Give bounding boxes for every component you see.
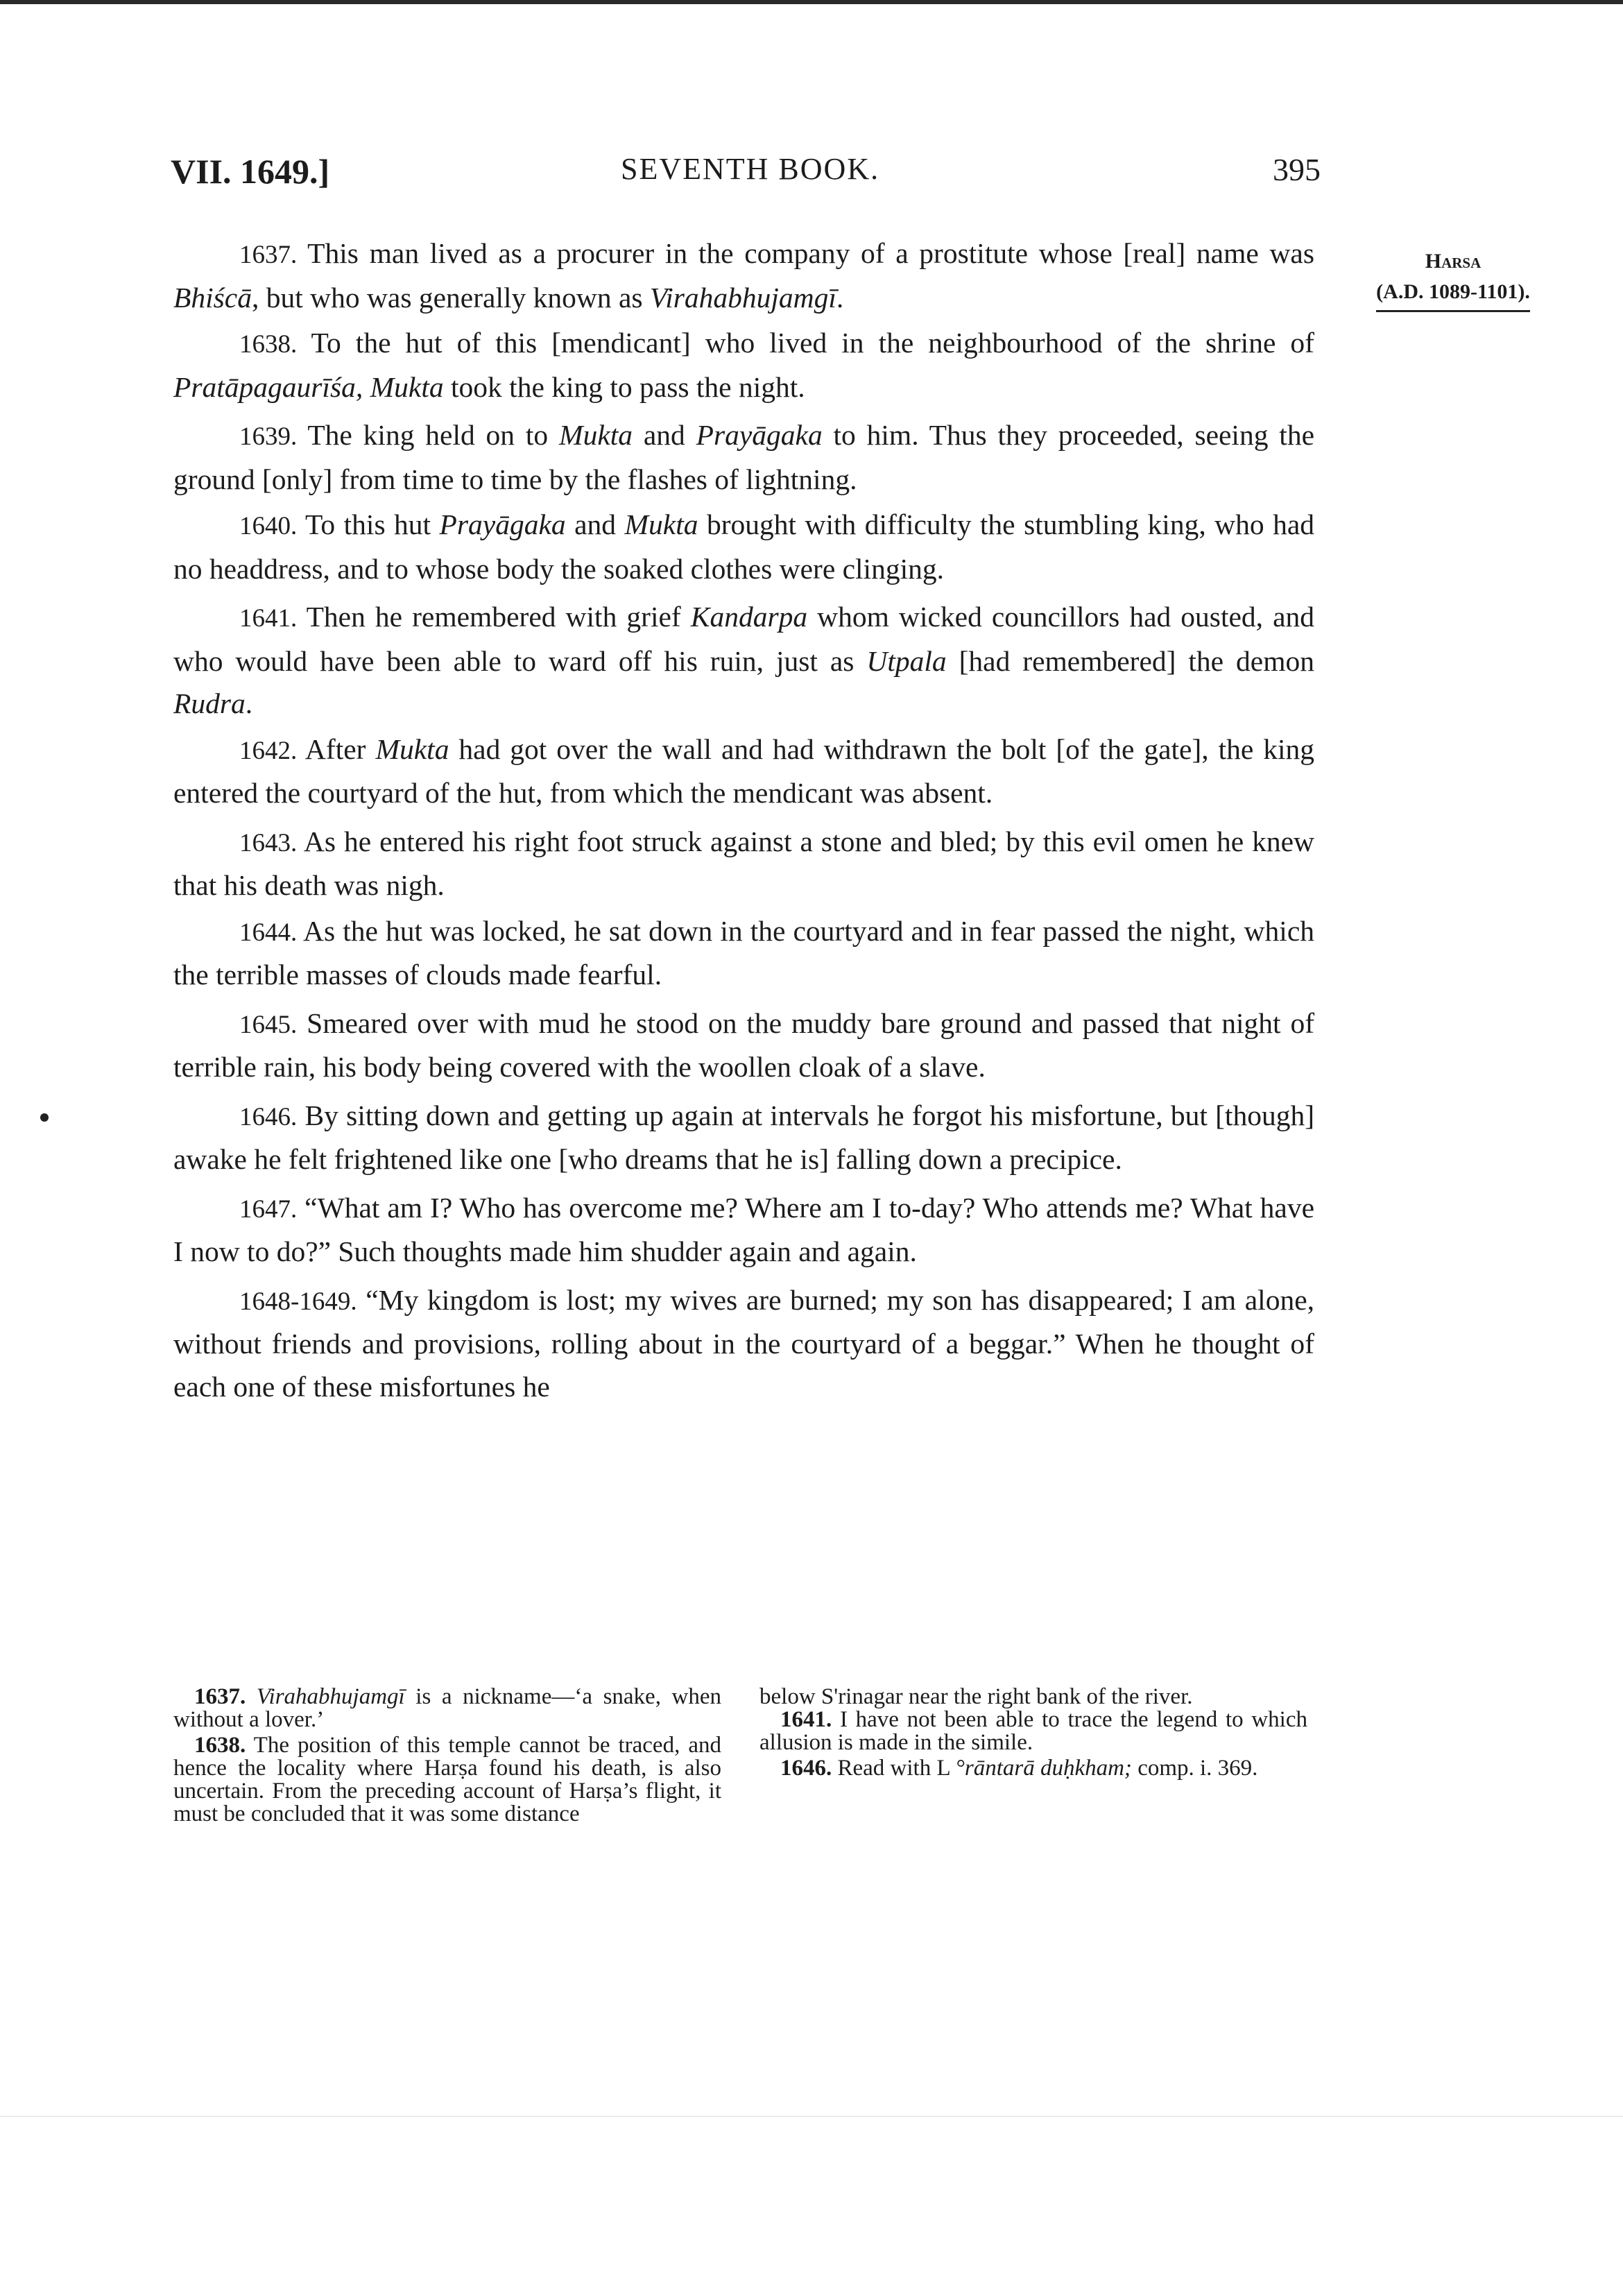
page-number: 395 <box>1273 152 1321 187</box>
verse-paragraph <box>173 1002 1314 1089</box>
verse-number: 1641. <box>239 604 298 633</box>
text-run: The king held on to <box>307 419 559 451</box>
verse-paragraph <box>173 504 1314 590</box>
italic-term: Rudra <box>173 687 246 719</box>
verse-number: 1642. <box>239 736 298 765</box>
footnote-number: 1641. <box>780 1707 832 1732</box>
footnote <box>759 1757 1307 1780</box>
running-head-left: VII. 1649.] <box>171 152 330 191</box>
italic-term: Virahabhujamgī <box>256 1684 405 1709</box>
text-run: . <box>245 687 253 719</box>
italic-term: Mukta <box>375 733 449 765</box>
footnote-continuation: below S'rinagar near the right bank of the river. <box>759 1684 1193 1709</box>
footnote <box>759 1708 1307 1754</box>
italic-term: °rāntarā duḥkham; <box>955 1756 1132 1781</box>
text-run: As he entered his right foot struck against a stone and bled; by this evil omen he knew that his death was nigh. <box>173 825 1314 901</box>
verse-number: 1639. <box>239 422 298 451</box>
top-border <box>0 0 1623 4</box>
verse-paragraph <box>173 1279 1314 1409</box>
text-run: comp. i. 369. <box>1131 1756 1258 1781</box>
verse-number: 1640. <box>239 512 298 540</box>
verse-paragraph <box>173 322 1314 409</box>
text-run: had got over the wall and had withdrawn the bolt [of the gate], the king entered the courtyard of the hut, from which the mendicant was absent. <box>173 733 1315 809</box>
ink-dot <box>40 1113 49 1122</box>
text-run: I have not been able to trace the legend to which allusion is made in the simile. <box>759 1707 1307 1755</box>
text-run: brought with difficulty the stumbling king, who had no headdress, and to whose body the soaked clothes were clinging. <box>173 508 1315 585</box>
text-run: Read with L <box>832 1756 956 1781</box>
italic-term: Utpala <box>866 644 947 677</box>
footnotes-left-column <box>173 1686 721 1826</box>
verse-number: 1646. <box>239 1102 298 1131</box>
text-run: [had remembered] the demon <box>946 644 1314 677</box>
italic-term: Mukta <box>559 419 633 451</box>
text-run: and <box>633 419 696 451</box>
margin-note-date: (A.D. 1089-1101). <box>1376 277 1530 312</box>
verse-number: 1643. <box>239 828 298 857</box>
text-run: This man lived as a procurer in the company of a prostitute whose [real] name was <box>307 237 1314 269</box>
footnote-number: 1638. <box>194 1733 246 1758</box>
text-run: To the hut of this [mendicant] who lived in the neighbourhood of the shrine of <box>311 327 1314 359</box>
text-run: “My kingdom is lost; my wives are burned; my son has disappeared; I am alone, without friends and provisions, rolling about in the courtyard of a beggar.” When he thought of each one of these misfortunes he <box>173 1283 1315 1403</box>
text-run: to him. Thus they proceeded, seeing the ground [only] from time to time by the flashes of lightning. <box>173 419 1314 495</box>
italic-term: Prayāgaka <box>439 508 566 540</box>
verse-paragraph <box>173 232 1314 319</box>
running-head-title: SEVENTH BOOK. <box>621 152 880 186</box>
verse-number: 1647. <box>239 1194 298 1224</box>
text-run: and <box>565 508 625 540</box>
italic-term: Pratāpagaurīśa, Mukta <box>173 370 444 403</box>
italic-term: Bhiścā <box>173 281 252 314</box>
footnote <box>173 1734 721 1826</box>
verse-paragraph <box>173 910 1314 997</box>
verse-number: 1645. <box>239 1010 298 1039</box>
text-run: Then he remembered with grief <box>306 601 691 633</box>
verse-number: 1648-1649. <box>239 1287 357 1316</box>
verse-paragraph <box>173 1095 1314 1181</box>
footnote <box>173 1686 721 1731</box>
text-run: After <box>304 733 376 765</box>
verse-paragraph <box>173 821 1314 907</box>
main-text <box>173 232 1314 1408</box>
italic-term: Prayāgaka <box>696 419 823 451</box>
text-run: By sitting down and getting up again at intervals he forgot his misfortune, but [though] awake he felt frightened like one [who dreams that he is] falling down a precipice. <box>173 1099 1315 1175</box>
text-run: took the king to pass the night. <box>443 370 805 403</box>
text-run: The position of this temple cannot be traced, and hence the locality where Harṣa found his death, is also uncertain. From the preceding account of Harṣa’s flight, it must be concluded that it was some distance <box>173 1733 721 1826</box>
text-run: Smeared over with mud he stood on the muddy bare ground and passed that night of terrible rain, his body being covered with the woollen cloak of a slave. <box>173 1006 1315 1083</box>
verse-paragraph <box>173 1187 1314 1274</box>
italic-term: Virahabhujamgī <box>649 281 836 314</box>
text-run: To this hut <box>304 508 440 540</box>
footnotes-right-column <box>759 1686 1307 1780</box>
text-run: is a nickname—‘a snake, when without a lover.’ <box>173 1684 722 1732</box>
text-run: “What am I? Who has overcome me? Where am I to-day? Who attends me? What have I now to do?” Such thoughts made him shudder again and again. <box>173 1191 1314 1267</box>
text-run: , but who was generally known as <box>251 281 650 314</box>
margin-note <box>1359 246 1547 312</box>
text-run: As the hut was locked, he sat down in the courtyard and in fear passed the night, which the terrible masses of clouds made fearful. <box>173 914 1314 991</box>
scan-line <box>0 2116 1623 2117</box>
footnote-number: 1646. <box>780 1756 832 1781</box>
verse-number: 1644. <box>239 918 298 947</box>
footnote-number: 1637. <box>194 1684 246 1709</box>
verse-number: 1638. <box>239 330 298 359</box>
verse-paragraph <box>173 596 1314 726</box>
text-run: . <box>836 281 844 314</box>
text-run: whom wicked councillors had ousted, and who would have been able to ward off his ruin, just as <box>173 601 1314 677</box>
margin-note-name: Harsa <box>1425 250 1482 273</box>
verse-number: 1637. <box>239 241 298 269</box>
footnotes-right-list <box>759 1708 1307 1780</box>
italic-term: Kandarpa <box>690 601 808 633</box>
text-run <box>246 1684 257 1709</box>
verse-paragraph <box>173 728 1314 815</box>
italic-term: Mukta <box>624 508 698 540</box>
verse-paragraph <box>173 414 1314 501</box>
